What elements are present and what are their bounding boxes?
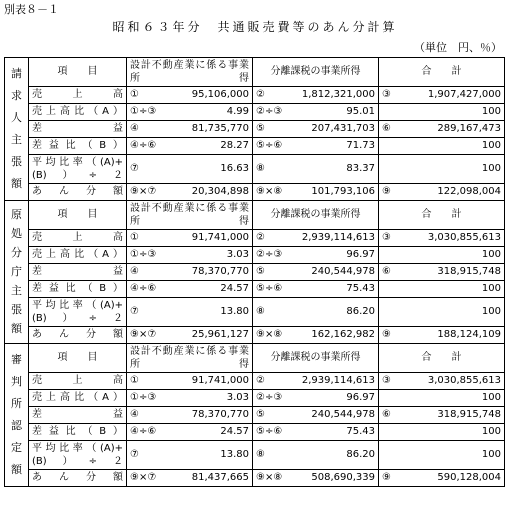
value-cell (379, 281, 505, 298)
value-cell (379, 441, 505, 470)
amount-value: 122,098,004 (437, 186, 501, 197)
formula-mark: ⑧ (256, 306, 265, 317)
table-row (5, 230, 505, 247)
formula-mark: ④÷⑥ (130, 140, 157, 151)
amount-value: 13.80 (220, 306, 249, 317)
value-cell (253, 104, 379, 121)
formula-mark: ⑨ (382, 329, 391, 340)
side-label-char: 庁 (11, 265, 22, 278)
value-cell (379, 373, 505, 390)
value-cell (127, 104, 253, 121)
side-label-char: 主 (11, 133, 22, 147)
formula-mark: ⑤ (256, 266, 265, 277)
side-label-char: 人 (11, 110, 22, 124)
amount-value: 289,167,473 (437, 123, 501, 134)
amount-value: 86.20 (346, 449, 375, 460)
amount-value: 24.57 (220, 426, 249, 437)
formula-mark: ⑦ (130, 306, 139, 317)
value-cell (127, 121, 253, 138)
table-row (5, 441, 505, 470)
table-row (5, 104, 505, 121)
amount-value: 95,106,000 (191, 89, 249, 100)
value-cell (127, 298, 253, 327)
amount-value: 24.57 (220, 283, 249, 294)
amount-value: 25,961,127 (191, 329, 249, 340)
row-label: 平均比率（(A)+(B)）÷２ (29, 155, 127, 184)
value-cell (379, 407, 505, 424)
amount-value: 75.43 (346, 283, 375, 294)
row-label: 売 上 高 (29, 87, 127, 104)
document-title: 昭和６３年分 共通販売費等のあん分計算 (112, 20, 398, 34)
row-label: 売上高比（A） (29, 390, 127, 407)
value-cell (127, 424, 253, 441)
value-cell (379, 298, 505, 327)
side-label-char: 請 (11, 66, 22, 80)
formula-mark: ① (130, 375, 139, 386)
value-cell (379, 264, 505, 281)
amount-value: 96.97 (346, 392, 375, 403)
table-row (5, 407, 505, 424)
table-row (5, 87, 505, 104)
side-label-char: 主 (11, 284, 22, 297)
formula-mark: ② (256, 89, 265, 100)
formula-mark: ② (256, 232, 265, 243)
row-label: 差益比（B） (29, 424, 127, 441)
side-label-char: 所 (11, 396, 22, 410)
amount-value: 75.43 (346, 426, 375, 437)
table-row (5, 264, 505, 281)
side-label-char: 額 (11, 463, 22, 477)
value-cell (127, 138, 253, 155)
side-label-char: 審 (11, 352, 22, 366)
row-label: 売 上 高 (29, 373, 127, 390)
value-cell (379, 470, 505, 487)
side-label-char: 張 (11, 155, 22, 169)
table-row (5, 121, 505, 138)
row-label: 差益比（B） (29, 281, 127, 298)
value-cell (253, 281, 379, 298)
amount-value: 96.97 (346, 249, 375, 260)
value-cell (127, 373, 253, 390)
side-label-char: 額 (11, 322, 22, 335)
side-label-char: 定 (11, 441, 22, 455)
appendix-id-label: 別表８－１ (4, 3, 59, 16)
formula-mark (382, 249, 412, 261)
formula-mark: ⑥ (382, 409, 391, 420)
amount-value: 1,812,321,000 (301, 89, 375, 100)
value-cell (253, 424, 379, 441)
formula-mark: ⑧ (256, 163, 265, 174)
value-cell (253, 121, 379, 138)
table-row (5, 138, 505, 155)
side-label-char: 求 (11, 88, 22, 102)
amount-value: 16.63 (220, 163, 249, 174)
formula-mark: ⑤÷⑥ (256, 283, 283, 294)
column-header-real-estate: 設計不動産業に係る事業所得 (127, 58, 253, 87)
column-header-real-estate: 設計不動産業に係る事業所得 (127, 344, 253, 373)
formula-mark (382, 306, 412, 318)
column-header-separate: 分離課税の事業所得 (253, 201, 379, 230)
amount-value: 100 (481, 283, 501, 294)
value-cell (253, 407, 379, 424)
value-cell (379, 184, 505, 201)
row-label: 売上高比（A） (29, 104, 127, 121)
formula-mark (382, 449, 412, 461)
formula-mark: ③ (382, 375, 391, 386)
value-cell (127, 470, 253, 487)
table-row (5, 470, 505, 487)
amount-value: 100 (481, 426, 501, 437)
formula-mark: ④ (130, 123, 139, 134)
row-label: 売上高比（A） (29, 247, 127, 264)
table-row (5, 424, 505, 441)
amount-value: 100 (481, 106, 501, 117)
formula-mark: ⑦ (130, 163, 139, 174)
row-label: 差 益 (29, 121, 127, 138)
side-label-char: 認 (11, 419, 22, 433)
formula-mark: ⑤ (256, 123, 265, 134)
value-cell (253, 230, 379, 247)
column-header-separate: 分離課税の事業所得 (253, 58, 379, 87)
amount-value: 78,370,770 (191, 409, 249, 420)
amount-value: 318,915,748 (437, 266, 501, 277)
formula-mark: ①÷③ (130, 392, 157, 403)
amount-value: 188,124,109 (437, 329, 501, 340)
table-row (5, 281, 505, 298)
value-cell (127, 327, 253, 344)
amount-value: 83.37 (346, 163, 375, 174)
formula-mark (382, 426, 412, 438)
formula-mark: ⑤ (256, 409, 265, 420)
formula-mark: ⑨×⑧ (256, 329, 283, 340)
side-label-char: 張 (11, 303, 22, 316)
amount-value: 100 (481, 163, 501, 174)
amount-value: 318,915,748 (437, 409, 501, 420)
amount-value: 240,544,978 (311, 266, 375, 277)
column-header-separate: 分離課税の事業所得 (253, 344, 379, 373)
value-cell (253, 327, 379, 344)
amount-value: 3,030,855,613 (427, 232, 501, 243)
formula-mark: ②÷③ (256, 249, 283, 260)
formula-mark: ⑨×⑦ (130, 329, 157, 340)
column-header-item: 項 目 (29, 58, 127, 87)
value-cell (379, 424, 505, 441)
amount-value: 20,304,898 (191, 186, 249, 197)
amount-value: 100 (481, 392, 501, 403)
value-cell (127, 184, 253, 201)
amount-value: 3.03 (226, 392, 249, 403)
formula-mark: ⑤÷⑥ (256, 426, 283, 437)
row-label: 平均比率（(A)+(B)）÷２ (29, 298, 127, 327)
amount-value: 100 (481, 306, 501, 317)
value-cell (253, 373, 379, 390)
formula-mark: ②÷③ (256, 392, 283, 403)
formula-mark: ⑦ (130, 449, 139, 460)
apportionment-table (4, 57, 505, 487)
row-label: 差益比（B） (29, 138, 127, 155)
amount-value: 207,431,703 (311, 123, 375, 134)
formula-mark: ⑨ (382, 472, 391, 483)
amount-value: 95.01 (346, 106, 375, 117)
amount-value: 590,128,004 (437, 472, 501, 483)
value-cell (127, 155, 253, 184)
value-cell (379, 121, 505, 138)
amount-value: 81,735,770 (191, 123, 249, 134)
side-label-char: 分 (11, 246, 22, 259)
row-label: あ ん 分 額 (29, 470, 127, 487)
amount-value: 3.03 (226, 249, 249, 260)
value-cell (253, 390, 379, 407)
amount-value: 101,793,106 (311, 186, 375, 197)
formula-mark: ④ (130, 266, 139, 277)
formula-mark: ④ (130, 409, 139, 420)
value-cell (379, 138, 505, 155)
formula-mark: ① (130, 232, 139, 243)
section-header-row (5, 58, 505, 87)
column-header-item: 項 目 (29, 201, 127, 230)
amount-value: 100 (481, 449, 501, 460)
section-side-label (5, 201, 29, 344)
formula-mark: ⑨×⑦ (130, 472, 157, 483)
amount-value: 78,370,770 (191, 266, 249, 277)
column-header-item: 項 目 (29, 344, 127, 373)
side-label-char: 処 (11, 227, 22, 240)
formula-mark: ④÷⑥ (130, 426, 157, 437)
amount-value: 81,437,665 (191, 472, 249, 483)
value-cell (127, 264, 253, 281)
side-label-char: 判 (11, 374, 22, 388)
value-cell (379, 230, 505, 247)
value-cell (127, 441, 253, 470)
formula-mark (382, 283, 412, 295)
formula-mark: ⑨ (382, 186, 391, 197)
amount-value: 240,544,978 (311, 409, 375, 420)
formula-mark (382, 106, 412, 118)
value-cell (253, 184, 379, 201)
value-cell (253, 298, 379, 327)
formula-mark: ①÷③ (130, 249, 157, 260)
formula-mark: ③ (382, 232, 391, 243)
section-side-label (5, 344, 29, 487)
side-label-char: 原 (11, 208, 22, 221)
amount-value: 100 (481, 249, 501, 260)
formula-mark (382, 140, 412, 152)
row-label: 差 益 (29, 407, 127, 424)
formula-mark: ⑥ (382, 123, 391, 134)
amount-value: 28.27 (220, 140, 249, 151)
value-cell (253, 247, 379, 264)
amount-value: 13.80 (220, 449, 249, 460)
formula-mark: ③ (382, 89, 391, 100)
value-cell (253, 264, 379, 281)
amount-value: 100 (481, 140, 501, 151)
value-cell (379, 155, 505, 184)
side-label-char: 額 (11, 177, 22, 191)
formula-mark (382, 392, 412, 404)
formula-mark: ⑨×⑧ (256, 186, 283, 197)
table-row (5, 298, 505, 327)
amount-value: 508,690,339 (311, 472, 375, 483)
amount-value: 3,030,855,613 (427, 375, 501, 386)
formula-mark: ⑥ (382, 266, 391, 277)
row-label: 売 上 高 (29, 230, 127, 247)
amount-value: 2,939,114,613 (301, 232, 375, 243)
table-row (5, 155, 505, 184)
value-cell (253, 138, 379, 155)
section-header-row (5, 201, 505, 230)
amount-value: 91,741,000 (191, 375, 249, 386)
formula-mark: ⑧ (256, 449, 265, 460)
formula-mark: ① (130, 89, 139, 100)
value-cell (253, 470, 379, 487)
formula-mark: ② (256, 375, 265, 386)
value-cell (127, 247, 253, 264)
formula-mark: ②÷③ (256, 106, 283, 117)
table-row (5, 373, 505, 390)
table-row (5, 184, 505, 201)
formula-mark: ⑨×⑧ (256, 472, 283, 483)
amount-value: 71.73 (346, 140, 375, 151)
value-cell (379, 247, 505, 264)
formula-mark: ⑨×⑦ (130, 186, 157, 197)
formula-mark: ⑤÷⑥ (256, 140, 283, 151)
value-cell (253, 87, 379, 104)
row-label: 平均比率（(A)+(B)）÷２ (29, 441, 127, 470)
section-side-label (5, 58, 29, 201)
value-cell (127, 87, 253, 104)
value-cell (379, 327, 505, 344)
value-cell (127, 230, 253, 247)
value-cell (127, 281, 253, 298)
value-cell (253, 441, 379, 470)
amount-value: 2,939,114,613 (301, 375, 375, 386)
table-body (5, 58, 505, 487)
table-row (5, 247, 505, 264)
amount-value: 86.20 (346, 306, 375, 317)
table-row (5, 390, 505, 407)
column-header-real-estate: 設計不動産業に係る事業所得 (127, 201, 253, 230)
value-cell (127, 390, 253, 407)
value-cell (253, 155, 379, 184)
row-label: あ ん 分 額 (29, 184, 127, 201)
value-cell (127, 407, 253, 424)
value-cell (379, 390, 505, 407)
row-label: 差 益 (29, 264, 127, 281)
column-header-total: 合 計 (379, 201, 505, 230)
formula-mark: ④÷⑥ (130, 283, 157, 294)
column-header-total: 合 計 (379, 344, 505, 373)
amount-value: 1,907,427,000 (427, 89, 501, 100)
row-label: あ ん 分 額 (29, 327, 127, 344)
value-cell (379, 104, 505, 121)
value-cell (379, 87, 505, 104)
amount-value: 162,162,982 (311, 329, 375, 340)
formula-mark (382, 163, 412, 175)
unit-note: （単位 円、％） (414, 41, 502, 54)
section-header-row (5, 344, 505, 373)
amount-value: 4.99 (226, 106, 249, 117)
column-header-total: 合 計 (379, 58, 505, 87)
amount-value: 91,741,000 (191, 232, 249, 243)
table-row (5, 327, 505, 344)
formula-mark: ①÷③ (130, 106, 157, 117)
